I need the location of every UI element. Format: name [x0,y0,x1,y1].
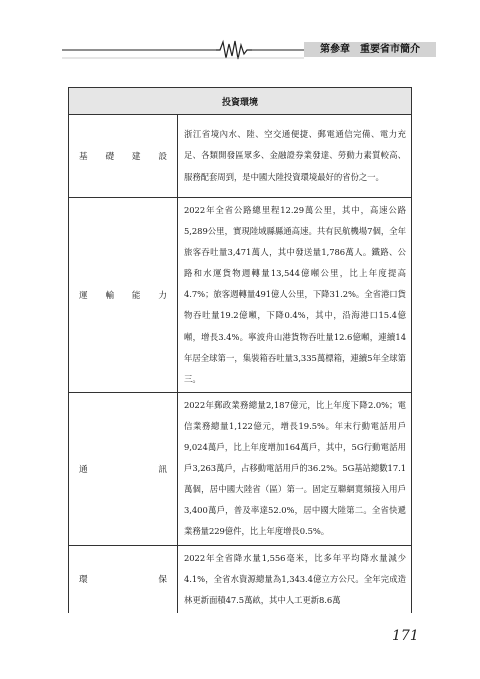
label-char: 訊 [158,464,167,475]
label-char: 通 [79,464,88,475]
row-label-telecom [69,392,178,545]
page-number: 171 [392,628,419,644]
label-char: 礎 [105,152,115,162]
row-label-environment [69,545,178,613]
table-row [69,392,412,545]
investment-environment-table [68,87,412,613]
row-content-telecom: 2022年郵政業務總量2,187億元，比上年度下降2.0%；電信業務總量1,122億元，增長19.5%。年末行動電話用戶9,024萬戶，比上年度增加164萬戶，其中，5G行動電話用戶3,263萬戶，占移動電話用戶的36.2%。5G基站總數17.1萬個，居中國大陸省（區）第一。固定互聯網寬頻接入用戶3,400萬戶，普及率達52.0%，居中國大陸第二。全省快遞業務量229億件，比上年度增長0.5%。 [178,392,412,545]
label-char: 保 [158,575,167,586]
label-char: 環 [79,575,88,586]
row-label-transport [69,198,178,393]
row-content-infrastructure: 浙江省境內水、陸、空交通便捷、郵電通信完備、電力充足、各類開發區眾多、金融證券業發達、勞動力素質較高、服務配套周到，是中國大陸投資環境最好的省份之一。 [178,115,412,198]
label-char: 建 [131,152,141,162]
table-row [69,545,412,613]
label-char: 輸 [105,290,115,301]
label-char: 能 [131,290,141,301]
running-header [0,38,480,62]
label-char: 力 [158,290,167,301]
label-char: 運 [79,290,88,301]
row-label-infrastructure [69,115,178,198]
chapter-title: 第參章 重要省市簡介 [304,42,436,57]
label-char: 基 [79,152,88,162]
table-header-row [69,88,412,115]
row-content-environment: 2022年全省降水量1,556毫米，比多年平均降水量減少4.1%，全省水資源總量為1,343.4億立方公尺。全年完成造林更新面積47.5萬畝，其中人工更新8.6萬 [178,545,412,613]
table-row [69,198,412,393]
label-char: 設 [158,152,167,162]
table-title: 投資環境 [69,88,412,115]
row-content-transport: 2022年全省公路總里程12.29萬公里，其中，高速公路5,289公里，實現陸域縣縣通高速。共有民航機場7個，全年旅客吞吐量3,471萬人，其中發送量1,786萬人。鐵路、公路和水運貨物週轉量13,544億噸公里，比上年度提高4.7%；旅客週轉量491億人公里，下降31.2%。全省港口貨物吞吐量19.2億噸，下降0.4%，其中，沿海港口15.4億噸，增長3.4%。寧波舟山港貨物吞吐量12.6億噸，連續14年居全球第一，集裝箱吞吐量3,335萬標箱，連續5年全球第三。 [178,198,412,393]
table-row [69,115,412,198]
